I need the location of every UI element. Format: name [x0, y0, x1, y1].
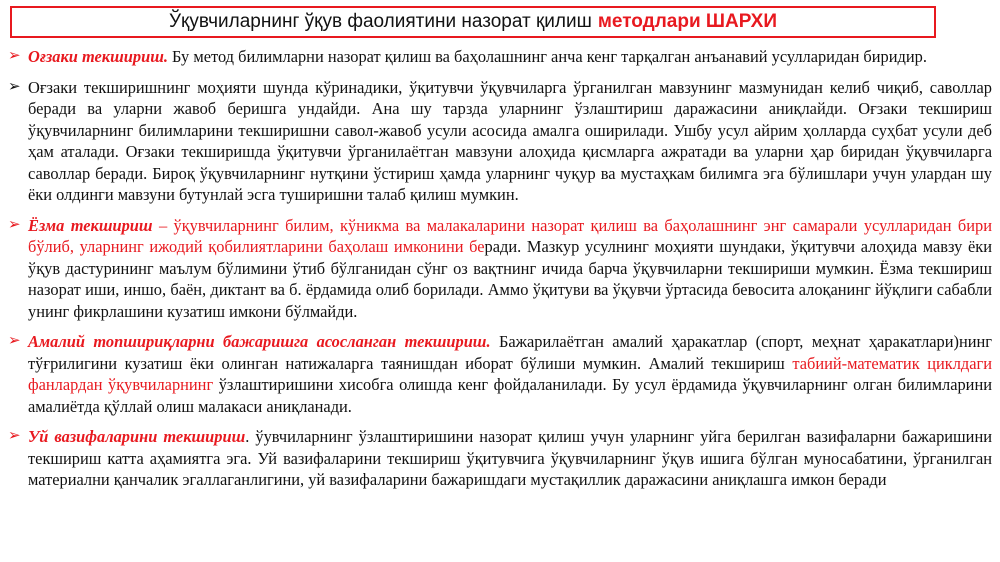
bullet-term: Уй вазифаларини текшириш	[28, 427, 246, 446]
slide-title-accent: методлари ШАРХИ	[597, 11, 777, 32]
bullet-text: Бажарилаётган амалий ҳаракатлар (спорт, меҳнат ҳаракатлари)нинг тўғрилигини кузатиш ёки олинган натижаларга таянишдан иборат бўлиши мумкин. Амалий текшириш	[28, 332, 992, 373]
bullet-homework-check	[8, 426, 992, 491]
bullet-text: Бу метод билимларни назорат қилиш ва баҳолашнинг анча кенг тарқалган анъанавий усулларидан биридир.	[167, 47, 927, 66]
bullet-text: . ўувчиларнинг ўзлаштиришини назорат қилиш учун уларнинг уйга берилган вазифаларни бажаришини текшириш катта аҳамиятга эга. Уй вазифаларини текшириш ўқитувчига ўқувчиларнинг ўқув ишига бўлган муносабатини, ўрганилган материални қанчалик эгаллаганлигини, уй вазифаларини бажаришдаги мустақиллик даражасини аниқлашга имкон беради	[28, 427, 992, 489]
bullet-oral-check	[8, 46, 992, 68]
bullet-text: Оғзаки текширишнинг моҳияти шунда кўринадики, ўқитувчи ўқувчиларга ўрганилган мавзунинг мазмунидан келиб чиқиб, саволлар беради ва уларни жавоб беришга ундайди. Ана шу тарзда уларнинг ўзлаштириш даражасини аниқлайди. Оғзаки текшириш ўқувчиларнинг билимларини текширишни савол-жавоб усули асосида амалга оширилади. Ушбу усул айрим ҳолларда суҳбат усули деб ҳам аталади. Оғзаки текширишда ўқитувчи ўрганилаётган мавзуни алоҳида қисмларга ажратади ва уларни ҳар биридан ўқувчиларга саволлар беради. Бироқ ўқувчиларнинг нутқини ўстириш ҳамда уларнинг чуқур ва мустаҳкам билимга эга бўлишлари учун улардан шу ёки олдинги мавзуни бутунлай эсга туширишни талаб қилиш мумкин.	[28, 77, 992, 204]
bullet-oral-essence	[8, 77, 992, 206]
bullet-written-check	[8, 215, 992, 323]
bullet-highlight: – ўқувчиларнинг билим, кўникма ва малакаларини назорат қилиш ва баҳолашнинг энг самарали усулларидан бири бўлиб, уларнинг ижодий қобилиятларини баҳолаш имконини бе	[28, 215, 992, 256]
slide-title	[10, 6, 936, 38]
bullet-highlight: табиий-математик циклдаги фанлардан ўқувчиларнинг	[28, 353, 992, 394]
arrow-bullet-icon: ➢	[8, 48, 21, 64]
arrow-bullet-icon: ➢	[8, 428, 21, 444]
bullet-list	[8, 46, 992, 500]
bullet-term: Ёзма текшириш	[28, 215, 153, 235]
bullet-term: Амалий топшириқларни бажаришга асосланган текшириш.	[28, 332, 491, 351]
arrow-bullet-icon: ➢	[8, 216, 21, 233]
arrow-bullet-icon: ➢	[8, 78, 21, 95]
slide-title-main: Ўқувчиларнинг ўқув фаолиятини назорат қилиш	[168, 11, 592, 32]
bullet-term: Оғзаки текшириш.	[28, 47, 168, 66]
bullet-text: ўзлаштиришини хисобга олишда кенг фойдаланилади. Бу усул ёрдамида ўқувчиларнинг олган билимларини амалиётда қўллай олиш малакаси аниқланади.	[28, 375, 992, 416]
bullet-practical-check	[8, 331, 992, 417]
bullet-text: ради. Мазкур усулнинг моҳияти шундаки, ўқитувчи алоҳида мавзу ёки ўқув дастурининг маълум бўлимини ўтиб бўлганидан сўнг оз вақтнинг ичида барча ўқувчиларни текшириши мумкин. Ёзма текшириш назорат иши, иншо, баён, диктант ва б. ёрдамида олиб борилади. Аммо ўқитуви ва ўқувчи ўртасида бевосита алоқанинг йўқлиги сабабли унинг фикрлашини кузатиш имкони бўлмайди.	[28, 237, 992, 321]
arrow-bullet-icon: ➢	[8, 333, 21, 349]
